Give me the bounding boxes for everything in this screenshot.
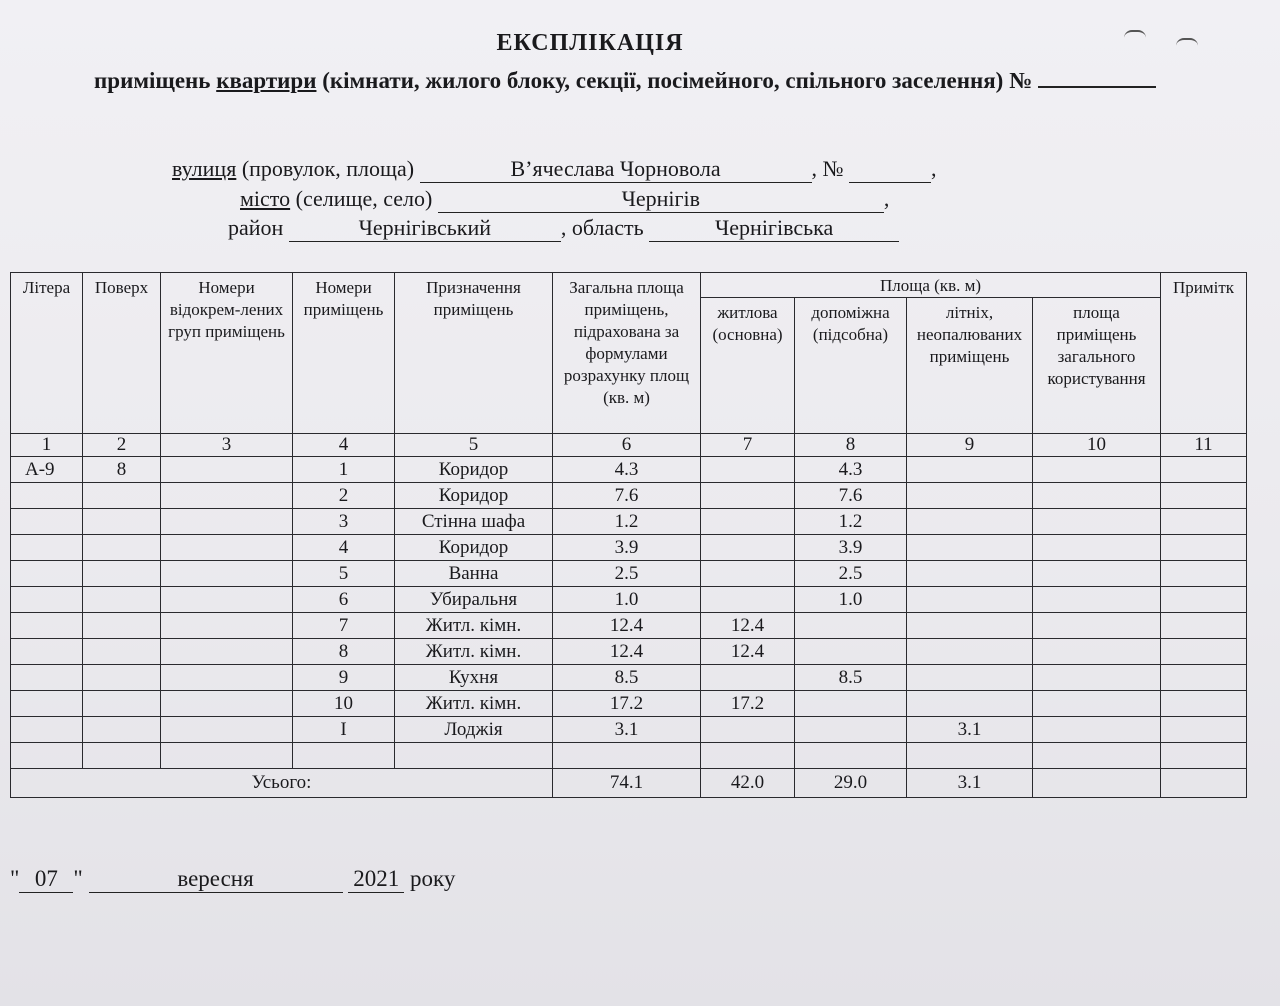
- date-quote-close: ": [73, 866, 83, 891]
- cell-summer-area: [907, 743, 1033, 769]
- city-label-rest: (селище, село): [295, 186, 433, 211]
- cell-purpose: Житл. кімн.: [395, 691, 553, 717]
- table-row: [11, 483, 1247, 509]
- cell-floor: [83, 483, 161, 509]
- apartment-number-blank: [1038, 68, 1156, 88]
- cell-summer-area: [907, 457, 1033, 483]
- date-line: [10, 866, 455, 893]
- cell-total-area: 1.2: [553, 509, 701, 535]
- total-label: Усього:: [11, 769, 553, 798]
- cell-floor: [83, 587, 161, 613]
- cell-floor: [83, 535, 161, 561]
- number-label: №: [822, 156, 844, 181]
- cell-summer-area: [907, 587, 1033, 613]
- city-line: місто (селище, село) Чернігів ,: [240, 186, 890, 211]
- cell-aux-area: 3.9: [795, 535, 907, 561]
- cell-floor: [83, 639, 161, 665]
- cell-living-area: [701, 587, 795, 613]
- col-header-common: площа приміщень загального користування: [1033, 298, 1161, 434]
- cell-litera: А-9: [11, 457, 83, 483]
- cell-purpose: Ванна: [395, 561, 553, 587]
- cell-floor: [83, 509, 161, 535]
- cell-litera: [11, 691, 83, 717]
- cell-room: 9: [293, 665, 395, 691]
- cell-living-area: [701, 535, 795, 561]
- cell-notes: [1161, 457, 1247, 483]
- total-common-sum: [1033, 769, 1161, 798]
- cell-living-area: [701, 665, 795, 691]
- cell-group: [161, 483, 293, 509]
- cell-common-area: [1033, 665, 1161, 691]
- cell-aux-area: [795, 717, 907, 743]
- header-row: [11, 273, 1247, 298]
- cell-total-area: 3.9: [553, 535, 701, 561]
- street-field: [420, 156, 812, 183]
- cell-total-area: 4.3: [553, 457, 701, 483]
- street-value: В’ячеслава Чорновола: [510, 156, 721, 181]
- cell-aux-area: 1.0: [795, 587, 907, 613]
- column-number: 9: [907, 434, 1033, 457]
- district-field: [289, 215, 561, 242]
- col-header-total-area: Загальна площа приміщень, підрахована за формулами розрахунку площ (кв. м): [553, 273, 701, 434]
- cell-group: [161, 743, 293, 769]
- cell-group: [161, 561, 293, 587]
- district-line: район Чернігівський , область Чернігівська: [228, 215, 899, 242]
- cell-floor: [83, 743, 161, 769]
- cell-floor: [83, 665, 161, 691]
- cell-notes: [1161, 743, 1247, 769]
- cell-common-area: [1033, 457, 1161, 483]
- cell-aux-area: 2.5: [795, 561, 907, 587]
- cell-living-area: [701, 561, 795, 587]
- cell-purpose: Убиральня: [395, 587, 553, 613]
- city-label-underlined: місто: [240, 186, 291, 211]
- cell-room: 7: [293, 613, 395, 639]
- cell-summer-area: [907, 483, 1033, 509]
- cell-aux-area: 8.5: [795, 665, 907, 691]
- cell-group: [161, 613, 293, 639]
- cell-purpose: Лоджія: [395, 717, 553, 743]
- cell-notes: [1161, 509, 1247, 535]
- cell-common-area: [1033, 587, 1161, 613]
- cell-total-area: 1.0: [553, 587, 701, 613]
- cell-group: [161, 639, 293, 665]
- cell-total-area: [553, 743, 701, 769]
- cell-group: [161, 509, 293, 535]
- subtitle-rest: (кімнати, жилого блоку, секції, посімейного, спільного заселення) №: [322, 68, 1033, 93]
- cell-notes: [1161, 561, 1247, 587]
- column-number: 11: [1161, 434, 1247, 457]
- cell-group: [161, 587, 293, 613]
- cell-litera: [11, 613, 83, 639]
- col-header-summer: літніх, неопалюваних приміщень: [907, 298, 1033, 434]
- cell-group: [161, 691, 293, 717]
- cell-common-area: [1033, 639, 1161, 665]
- cell-room: 10: [293, 691, 395, 717]
- cell-notes: [1161, 613, 1247, 639]
- cell-living-area: 12.4: [701, 613, 795, 639]
- cell-aux-area: 4.3: [795, 457, 907, 483]
- cell-purpose: Житл. кімн.: [395, 613, 553, 639]
- cell-common-area: [1033, 613, 1161, 639]
- cell-common-area: [1033, 535, 1161, 561]
- cell-total-area: 12.4: [553, 639, 701, 665]
- cell-litera: [11, 509, 83, 535]
- region-value: Чернігівська: [714, 215, 834, 240]
- col-header-auxiliary: допоміжна (підсобна): [795, 298, 907, 434]
- date-suffix: року: [410, 866, 456, 891]
- cell-litera: [11, 561, 83, 587]
- cell-group: [161, 665, 293, 691]
- cell-summer-area: [907, 691, 1033, 717]
- cell-litera: [11, 483, 83, 509]
- total-notes: [1161, 769, 1247, 798]
- cell-notes: [1161, 665, 1247, 691]
- city-field: [438, 186, 884, 213]
- column-number: 2: [83, 434, 161, 457]
- table-body: [11, 457, 1247, 769]
- cell-summer-area: [907, 613, 1033, 639]
- street-label-rest: (провулок, площа): [241, 156, 415, 181]
- column-number: 5: [395, 434, 553, 457]
- table-row: [11, 457, 1247, 483]
- col-header-area-group: Площа (кв. м): [701, 273, 1161, 298]
- district-value: Чернігівський: [358, 215, 491, 240]
- cell-litera: [11, 587, 83, 613]
- cell-total-area: 8.5: [553, 665, 701, 691]
- cell-room: 3: [293, 509, 395, 535]
- cell-room: 8: [293, 639, 395, 665]
- cell-aux-area: 7.6: [795, 483, 907, 509]
- table-row: [11, 743, 1247, 769]
- cell-living-area: [701, 743, 795, 769]
- column-number: 6: [553, 434, 701, 457]
- cell-floor: [83, 613, 161, 639]
- column-number-row: [11, 434, 1247, 457]
- cell-summer-area: [907, 665, 1033, 691]
- cell-living-area: 12.4: [701, 639, 795, 665]
- table-row: [11, 561, 1247, 587]
- total-summer-sum: 3.1: [907, 769, 1033, 798]
- cell-summer-area: [907, 561, 1033, 587]
- table-row: [11, 509, 1247, 535]
- cell-total-area: 12.4: [553, 613, 701, 639]
- table-row: [11, 639, 1247, 665]
- table-row: [11, 613, 1247, 639]
- col-header-floor: Поверх: [83, 273, 161, 434]
- cell-common-area: [1033, 509, 1161, 535]
- subtitle-underlined: квартири: [216, 68, 317, 93]
- col-header-rooms: Номери приміщень: [293, 273, 395, 434]
- cell-litera: [11, 743, 83, 769]
- column-number: 4: [293, 434, 395, 457]
- house-number-field: [849, 156, 931, 183]
- cell-summer-area: 3.1: [907, 717, 1033, 743]
- cell-common-area: [1033, 691, 1161, 717]
- column-number: 3: [161, 434, 293, 457]
- cell-summer-area: [907, 509, 1033, 535]
- cell-room: I: [293, 717, 395, 743]
- cell-living-area: [701, 717, 795, 743]
- cell-purpose: Кухня: [395, 665, 553, 691]
- col-header-living: житлова (основна): [701, 298, 795, 434]
- cell-litera: [11, 717, 83, 743]
- cell-aux-area: 1.2: [795, 509, 907, 535]
- cell-purpose: Коридор: [395, 535, 553, 561]
- cell-notes: [1161, 483, 1247, 509]
- cell-aux-area: [795, 743, 907, 769]
- cell-floor: [83, 717, 161, 743]
- table-row: [11, 665, 1247, 691]
- total-row: [11, 769, 1247, 798]
- cell-litera: [11, 535, 83, 561]
- cell-room: 1: [293, 457, 395, 483]
- table-row: [11, 587, 1247, 613]
- col-header-purpose: Призначення приміщень: [395, 273, 553, 434]
- explication-table: [10, 272, 1247, 798]
- cell-group: [161, 457, 293, 483]
- date-day: 07: [19, 866, 73, 893]
- cell-purpose: Житл. кімн.: [395, 639, 553, 665]
- table-row: [11, 535, 1247, 561]
- column-number: 10: [1033, 434, 1161, 457]
- cell-aux-area: [795, 639, 907, 665]
- city-value: Чернігів: [621, 186, 701, 211]
- cell-room: 5: [293, 561, 395, 587]
- cell-room: [293, 743, 395, 769]
- cell-notes: [1161, 717, 1247, 743]
- cell-summer-area: [907, 639, 1033, 665]
- cell-purpose: [395, 743, 553, 769]
- cell-notes: [1161, 639, 1247, 665]
- document-subtitle: [70, 64, 1180, 97]
- cell-purpose: Коридор: [395, 457, 553, 483]
- total-aux-sum: 29.0: [795, 769, 907, 798]
- col-header-notes: Примітк: [1161, 273, 1247, 434]
- col-header-groups: Номери відокрем-лених груп приміщень: [161, 273, 293, 434]
- table-row: [11, 717, 1247, 743]
- cell-living-area: [701, 457, 795, 483]
- cell-aux-area: [795, 613, 907, 639]
- region-label: область: [571, 215, 644, 240]
- cell-floor: [83, 561, 161, 587]
- document-title: ЕКСПЛІКАЦІЯ: [496, 30, 684, 56]
- cell-living-area: [701, 509, 795, 535]
- cell-group: [161, 717, 293, 743]
- cell-floor: [83, 691, 161, 717]
- cell-notes: [1161, 535, 1247, 561]
- cell-room: 6: [293, 587, 395, 613]
- column-number: 8: [795, 434, 907, 457]
- date-month: вересня: [89, 866, 343, 893]
- cell-living-area: [701, 483, 795, 509]
- cell-notes: [1161, 587, 1247, 613]
- cell-purpose: Коридор: [395, 483, 553, 509]
- date-quote-open: ": [10, 866, 20, 891]
- table-row: [11, 691, 1247, 717]
- cell-summer-area: [907, 535, 1033, 561]
- cell-aux-area: [795, 691, 907, 717]
- cell-litera: [11, 639, 83, 665]
- cell-common-area: [1033, 717, 1161, 743]
- cell-total-area: 2.5: [553, 561, 701, 587]
- street-label-underlined: вулиця: [172, 156, 237, 181]
- subtitle-prefix: приміщень: [94, 68, 211, 93]
- street-line: вулиця (провулок, площа) В’ячеслава Чорновола , № ,: [172, 156, 937, 181]
- cell-common-area: [1033, 483, 1161, 509]
- cell-room: 4: [293, 535, 395, 561]
- cell-total-area: 17.2: [553, 691, 701, 717]
- col-header-litera: Літера: [11, 273, 83, 434]
- cell-total-area: 7.6: [553, 483, 701, 509]
- cell-room: 2: [293, 483, 395, 509]
- cell-floor: 8: [83, 457, 161, 483]
- date-year: 2021: [348, 866, 404, 893]
- cell-total-area: 3.1: [553, 717, 701, 743]
- cell-common-area: [1033, 561, 1161, 587]
- cell-notes: [1161, 691, 1247, 717]
- cell-litera: [11, 665, 83, 691]
- column-number: 7: [701, 434, 795, 457]
- cell-purpose: Стінна шафа: [395, 509, 553, 535]
- district-label: район: [228, 215, 284, 240]
- total-area-sum: 74.1: [553, 769, 701, 798]
- total-living-sum: 42.0: [701, 769, 795, 798]
- cell-living-area: 17.2: [701, 691, 795, 717]
- cell-common-area: [1033, 743, 1161, 769]
- region-field: [649, 215, 899, 242]
- cell-group: [161, 535, 293, 561]
- column-number: 1: [11, 434, 83, 457]
